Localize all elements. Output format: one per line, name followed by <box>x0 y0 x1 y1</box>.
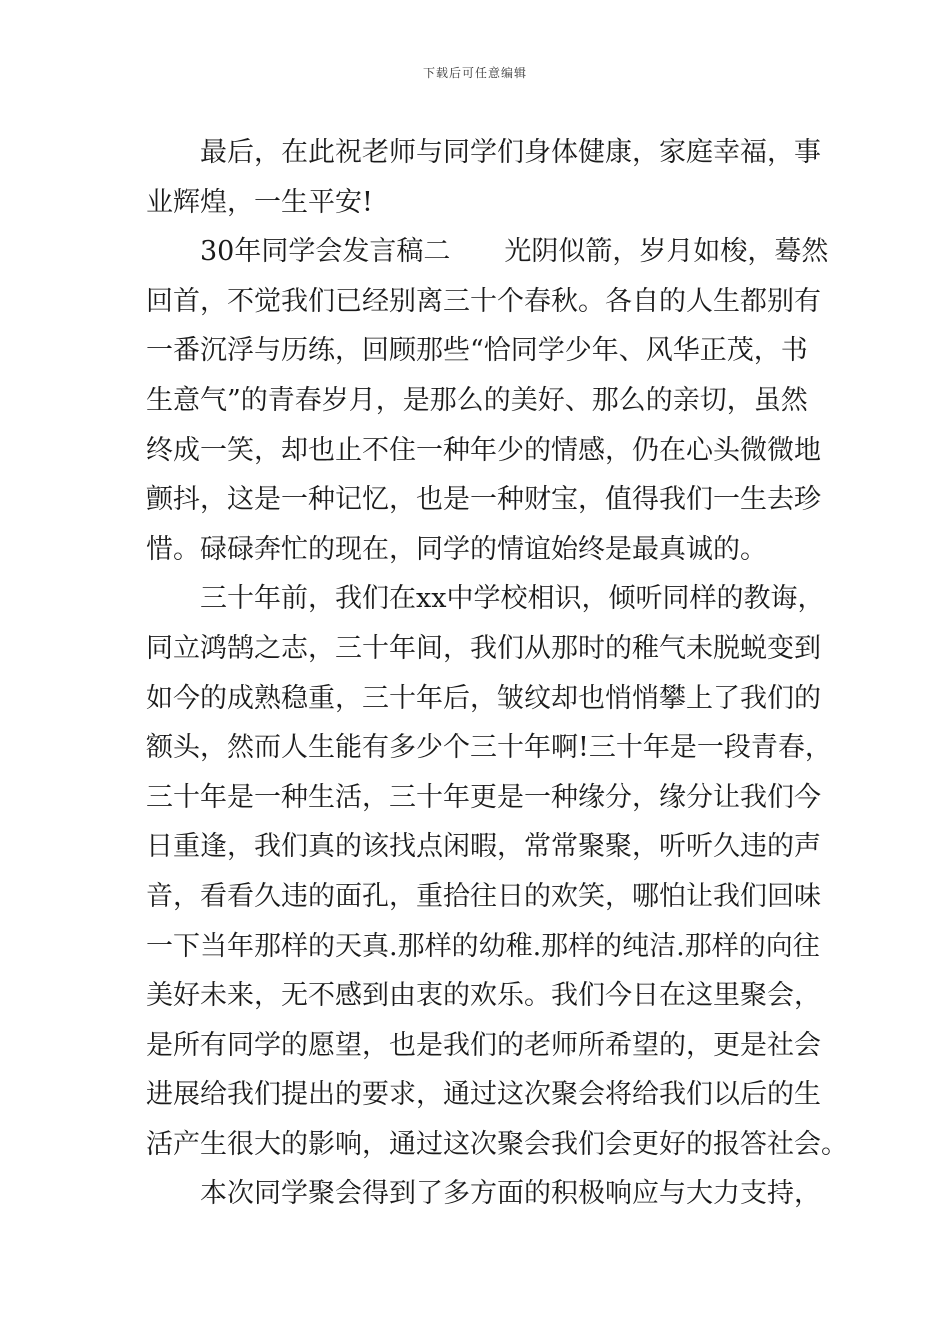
text-line: 一下当年那样的天真.那样的幼稚.那样的纯洁.那样的向往 <box>146 930 820 962</box>
text-line: 活产生很大的影响，通过这次聚会我们会更好的报答社会。 <box>146 1128 848 1160</box>
text-line: 美好未来，无不感到由衷的欢乐。我们今日在这里聚会， <box>146 980 821 1012</box>
text-line: 业辉煌，一生平安! <box>146 186 373 218</box>
paragraph <box>146 227 829 574</box>
text-line: 30年同学会发言稿二 光阴似箭，岁月如梭，蓦然 <box>200 236 829 268</box>
text-line: 一番沉浮与历练，回顾那些“恰同学少年、风华正茂，书 <box>146 335 808 367</box>
text-line: 颤抖，这是一种记忆，也是一种财宝，值得我们一生去珍 <box>146 484 821 516</box>
text-line: 三十年前，我们在xx中学校相识，倾听同样的教诲， <box>200 583 825 615</box>
text-line: 日重逢，我们真的该找点闲暇，常常聚聚，听听久违的声 <box>146 831 821 863</box>
text-line: 三十年是一种生活，三十年更是一种缘分，缘分让我们今 <box>146 781 821 813</box>
document-body <box>146 128 848 1219</box>
paragraph <box>146 128 821 227</box>
text-line: 终成一笑，却也止不住一种年少的情感，仍在心头微微地 <box>146 434 821 466</box>
text-line: 最后，在此祝老师与同学们身体健康，家庭幸福，事 <box>200 137 821 168</box>
text-line: 进展给我们提出的要求，通过这次聚会将给我们以后的生 <box>146 1079 821 1111</box>
text-line: 是所有同学的愿望，也是我们的老师所希望的，更是社会 <box>146 1029 821 1061</box>
text-line: 同立鸿鹄之志，三十年间，我们从那时的稚气未脱蜕变到 <box>146 632 821 664</box>
text-line: 音，看看久违的面孔，重拾往日的欢笑，哪怕让我们回味 <box>146 880 821 912</box>
paragraph <box>146 1169 821 1219</box>
text-line: 回首，不觉我们已经别离三十个春秋。各自的人生都别有 <box>146 285 821 317</box>
text-line: 如今的成熟稳重，三十年后，皱纹却也悄悄攀上了我们的 <box>146 682 821 714</box>
text-line: 惜。碌碌奔忙的现在，同学的情谊始终是最真诚的。 <box>146 533 767 565</box>
text-line: 本次同学聚会得到了多方面的积极响应与大力支持， <box>200 1178 821 1210</box>
text-line: 生意气”的青春岁月，是那么的美好、那么的亲切，虽然 <box>146 384 808 416</box>
text-line: 额头，然而人生能有多少个三十年啊!三十年是一段青春， <box>146 732 832 764</box>
page-header: 下载后可任意编辑 <box>422 66 527 80</box>
paragraph <box>146 574 848 1169</box>
